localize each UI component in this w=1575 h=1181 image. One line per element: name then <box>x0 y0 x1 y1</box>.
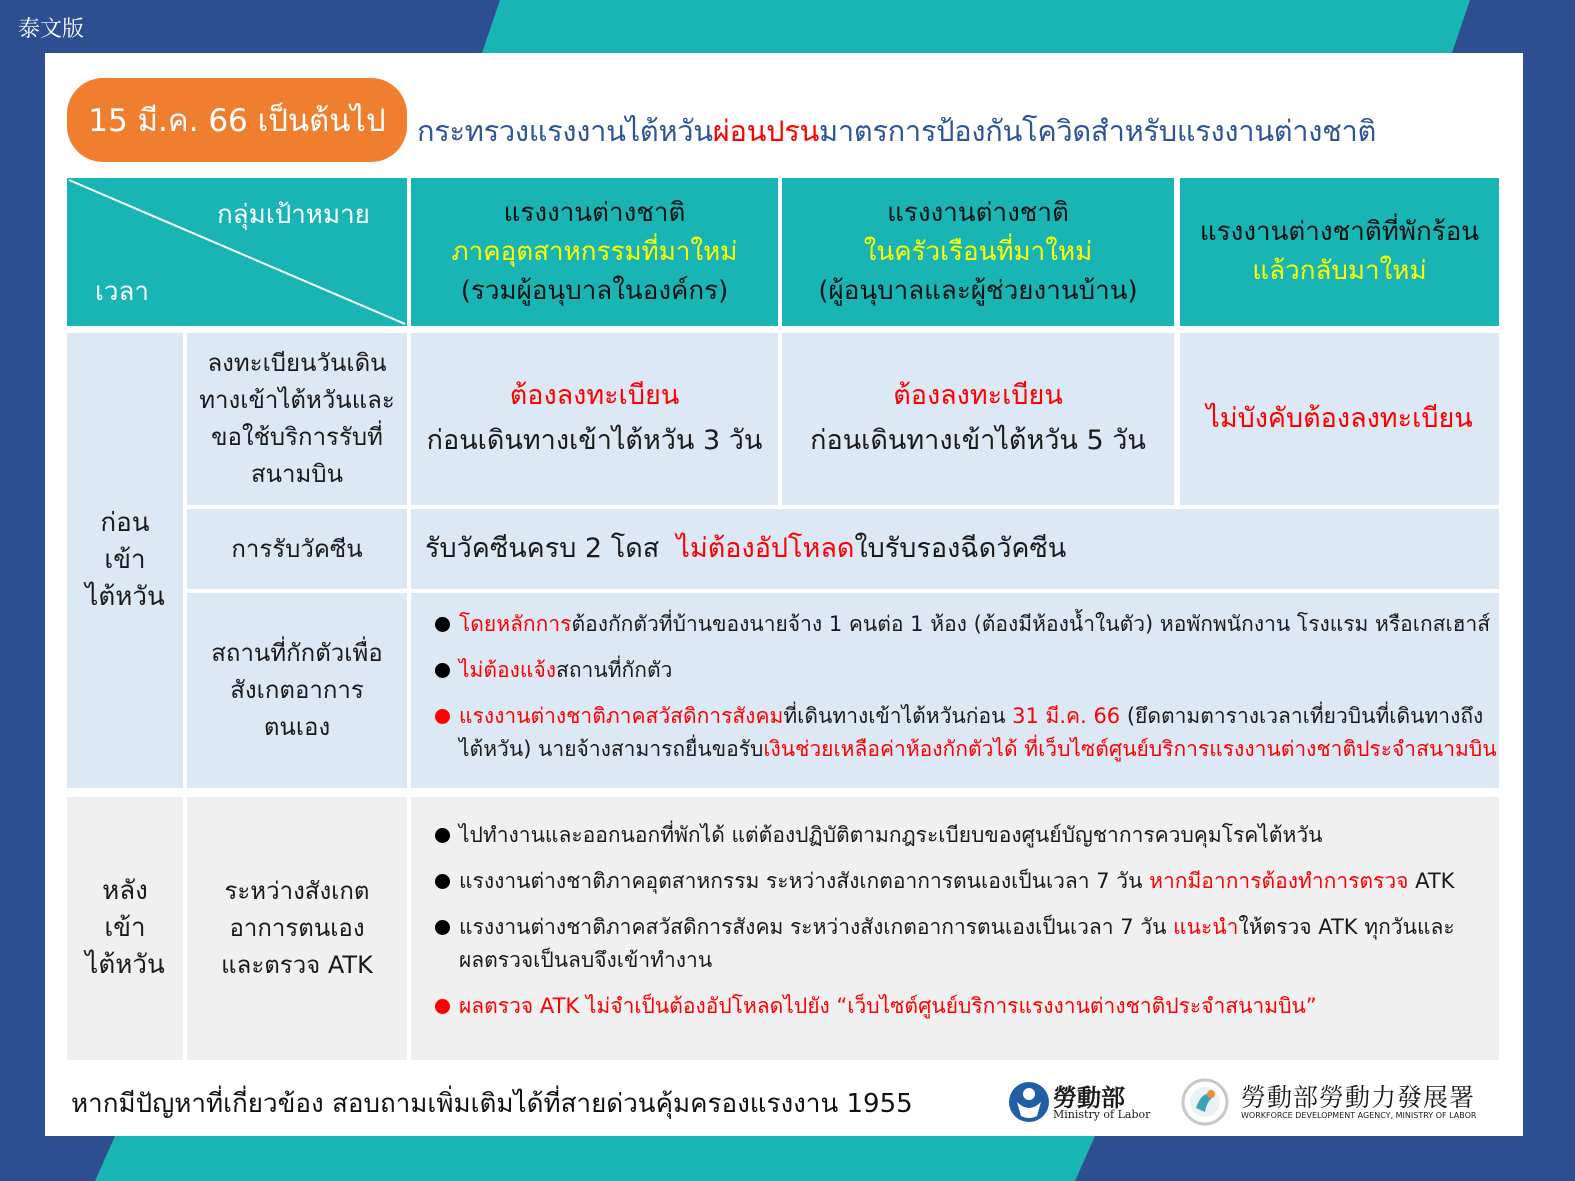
before-entry-label: ก่อน เข้า ไต้หวัน <box>67 333 183 788</box>
bullet-icon <box>435 709 450 724</box>
after-entry-label: หลัง เข้า ไต้หวัน <box>67 797 183 1060</box>
column-header-household: แรงงานต่างชาติ ในครัวเรือนที่มาใหม่ (ผู้อนุบาลและผู้ช่วยงานบ้าน) <box>782 178 1174 326</box>
notice-panel <box>45 53 1523 1136</box>
list-item: แรงงานต่างชาติภาคสวัสดิการสังคมที่เดินทางเข้าไต้หวันก่อน 31 มี.ค. 66 (ยึดตามตารางเวลาเที่ยวบินที่เดินทางถึง ไต้หวัน) นายจ้างสามารถยื่นขอรับเงินช่วยเหลือค่าห้องกักตัวได้ ที่เว็บไซต์ศูนย์บริการแรงงานต่างชาติประจำสนามบิน <box>435 700 1499 766</box>
bullet-icon <box>435 663 450 678</box>
bullet-icon <box>435 874 450 889</box>
list-item: แรงงานต่างชาติภาคอุตสาหกรรม ระหว่างสังเกตอาการตนเองเป็นเวลา 7 วัน หากมีอาการต้องทำการตรวจ ATK <box>435 865 1499 898</box>
language-label: 泰文版 <box>18 17 85 42</box>
quarantine-bullets <box>411 608 1499 766</box>
agency-logo-icon <box>1181 1078 1229 1126</box>
self-monitoring-bullets <box>411 819 1499 1023</box>
self-monitoring-label: ระหว่างสังเกต อาการตนเอง และตรวจ ATK <box>187 797 407 1060</box>
corner-header-cell <box>67 178 407 326</box>
target-group-label: กลุ่มเป้าหมาย <box>217 200 370 230</box>
bullet-icon <box>435 828 450 843</box>
bullet-icon <box>435 920 450 935</box>
time-label: เวลา <box>95 277 150 307</box>
vaccine-label: การรับวัคซีน <box>187 509 407 589</box>
registration-household-cell: ต้องลงทะเบียน ก่อนเดินทางเข้าไต้หวัน 5 วัน <box>782 333 1174 505</box>
list-item: ผลตรวจ ATK ไม่จำเป็นต้องอัปโหลดไปยัง “เว็บไซต์ศูนย์บริการแรงงานต่างชาติประจำสนามบิน” <box>435 990 1499 1023</box>
ministry-logo-icon <box>1007 1080 1051 1124</box>
registration-label: ลงทะเบียนวันเดิน ทางเข้าไต้หวันและ ขอใช้บริการรับที่ สนามบิน <box>187 333 407 505</box>
list-item: โดยหลักการต้องกักตัวที่บ้านของนายจ้าง 1 คนต่อ 1 ห้อง (ต้องมีห้องน้ำในตัว) หอพักพนักงาน โรงแรม หรือเกสเฮาส์ <box>435 608 1499 641</box>
ministry-of-labor-logo: 勞動部 Ministry of Labor <box>1007 1078 1157 1126</box>
registration-returning-cell: ไม่บังคับต้องลงทะเบียน <box>1180 333 1499 505</box>
list-item: ไม่ต้องแจ้งสถานที่กักตัว <box>435 654 1499 687</box>
list-item: ไปทำงานและออกนอกที่พักได้ แต่ต้องปฏิบัติตามกฎระเบียบของศูนย์บัญชาการควบคุมโรคไต้หวัน <box>435 819 1499 852</box>
hotline-note: หากมีปัญหาที่เกี่ยวข้อง สอบถามเพิ่มเติมได้ที่สายด่วนคุ้มครองแรงงาน 1955 <box>71 1089 913 1119</box>
registration-industrial-cell: ต้องลงทะเบียน ก่อนเดินทางเข้าไต้หวัน 3 วัน <box>411 333 778 505</box>
page-title: กระทรวงแรงงานไต้หวันผ่อนปรนมาตรการป้องกันโควิดสำหรับแรงงานต่างชาติ <box>417 114 1376 148</box>
vaccine-cell: รับวัคซีนครบ 2 โดส ไม่ต้องอัปโหลดใบรับรองฉีดวัคซีน <box>411 509 1499 589</box>
column-header-returning: แรงงานต่างชาติที่พักร้อน แล้วกลับมาใหม่ <box>1180 178 1499 326</box>
workforce-agency-logo: 勞動部勞動力發展署 WORKFORCE DEVELOPMENT AGENCY, MINISTRY OF LABOR <box>1181 1078 1501 1128</box>
date-badge: 15 มี.ค. 66 เป็นต้นไป <box>67 78 407 162</box>
list-item: แรงงานต่างชาติภาคสวัสดิการสังคม ระหว่างสังเกตอาการตนเองเป็นเวลา 7 วัน แนะนำให้ตรวจ ATK ทุกวันและ ผลตรวจเป็นลบจึงเข้าทำงาน <box>435 911 1499 977</box>
bullet-icon <box>435 617 450 632</box>
quarantine-label: สถานที่กักตัวเพื่อ สังเกตอาการ ตนเอง <box>187 593 407 788</box>
bullet-icon <box>435 999 450 1014</box>
column-header-industrial: แรงงานต่างชาติ ภาคอุตสาหกรรมที่มาใหม่ (รวมผู้อนุบาลในองค์กร) <box>411 178 778 326</box>
